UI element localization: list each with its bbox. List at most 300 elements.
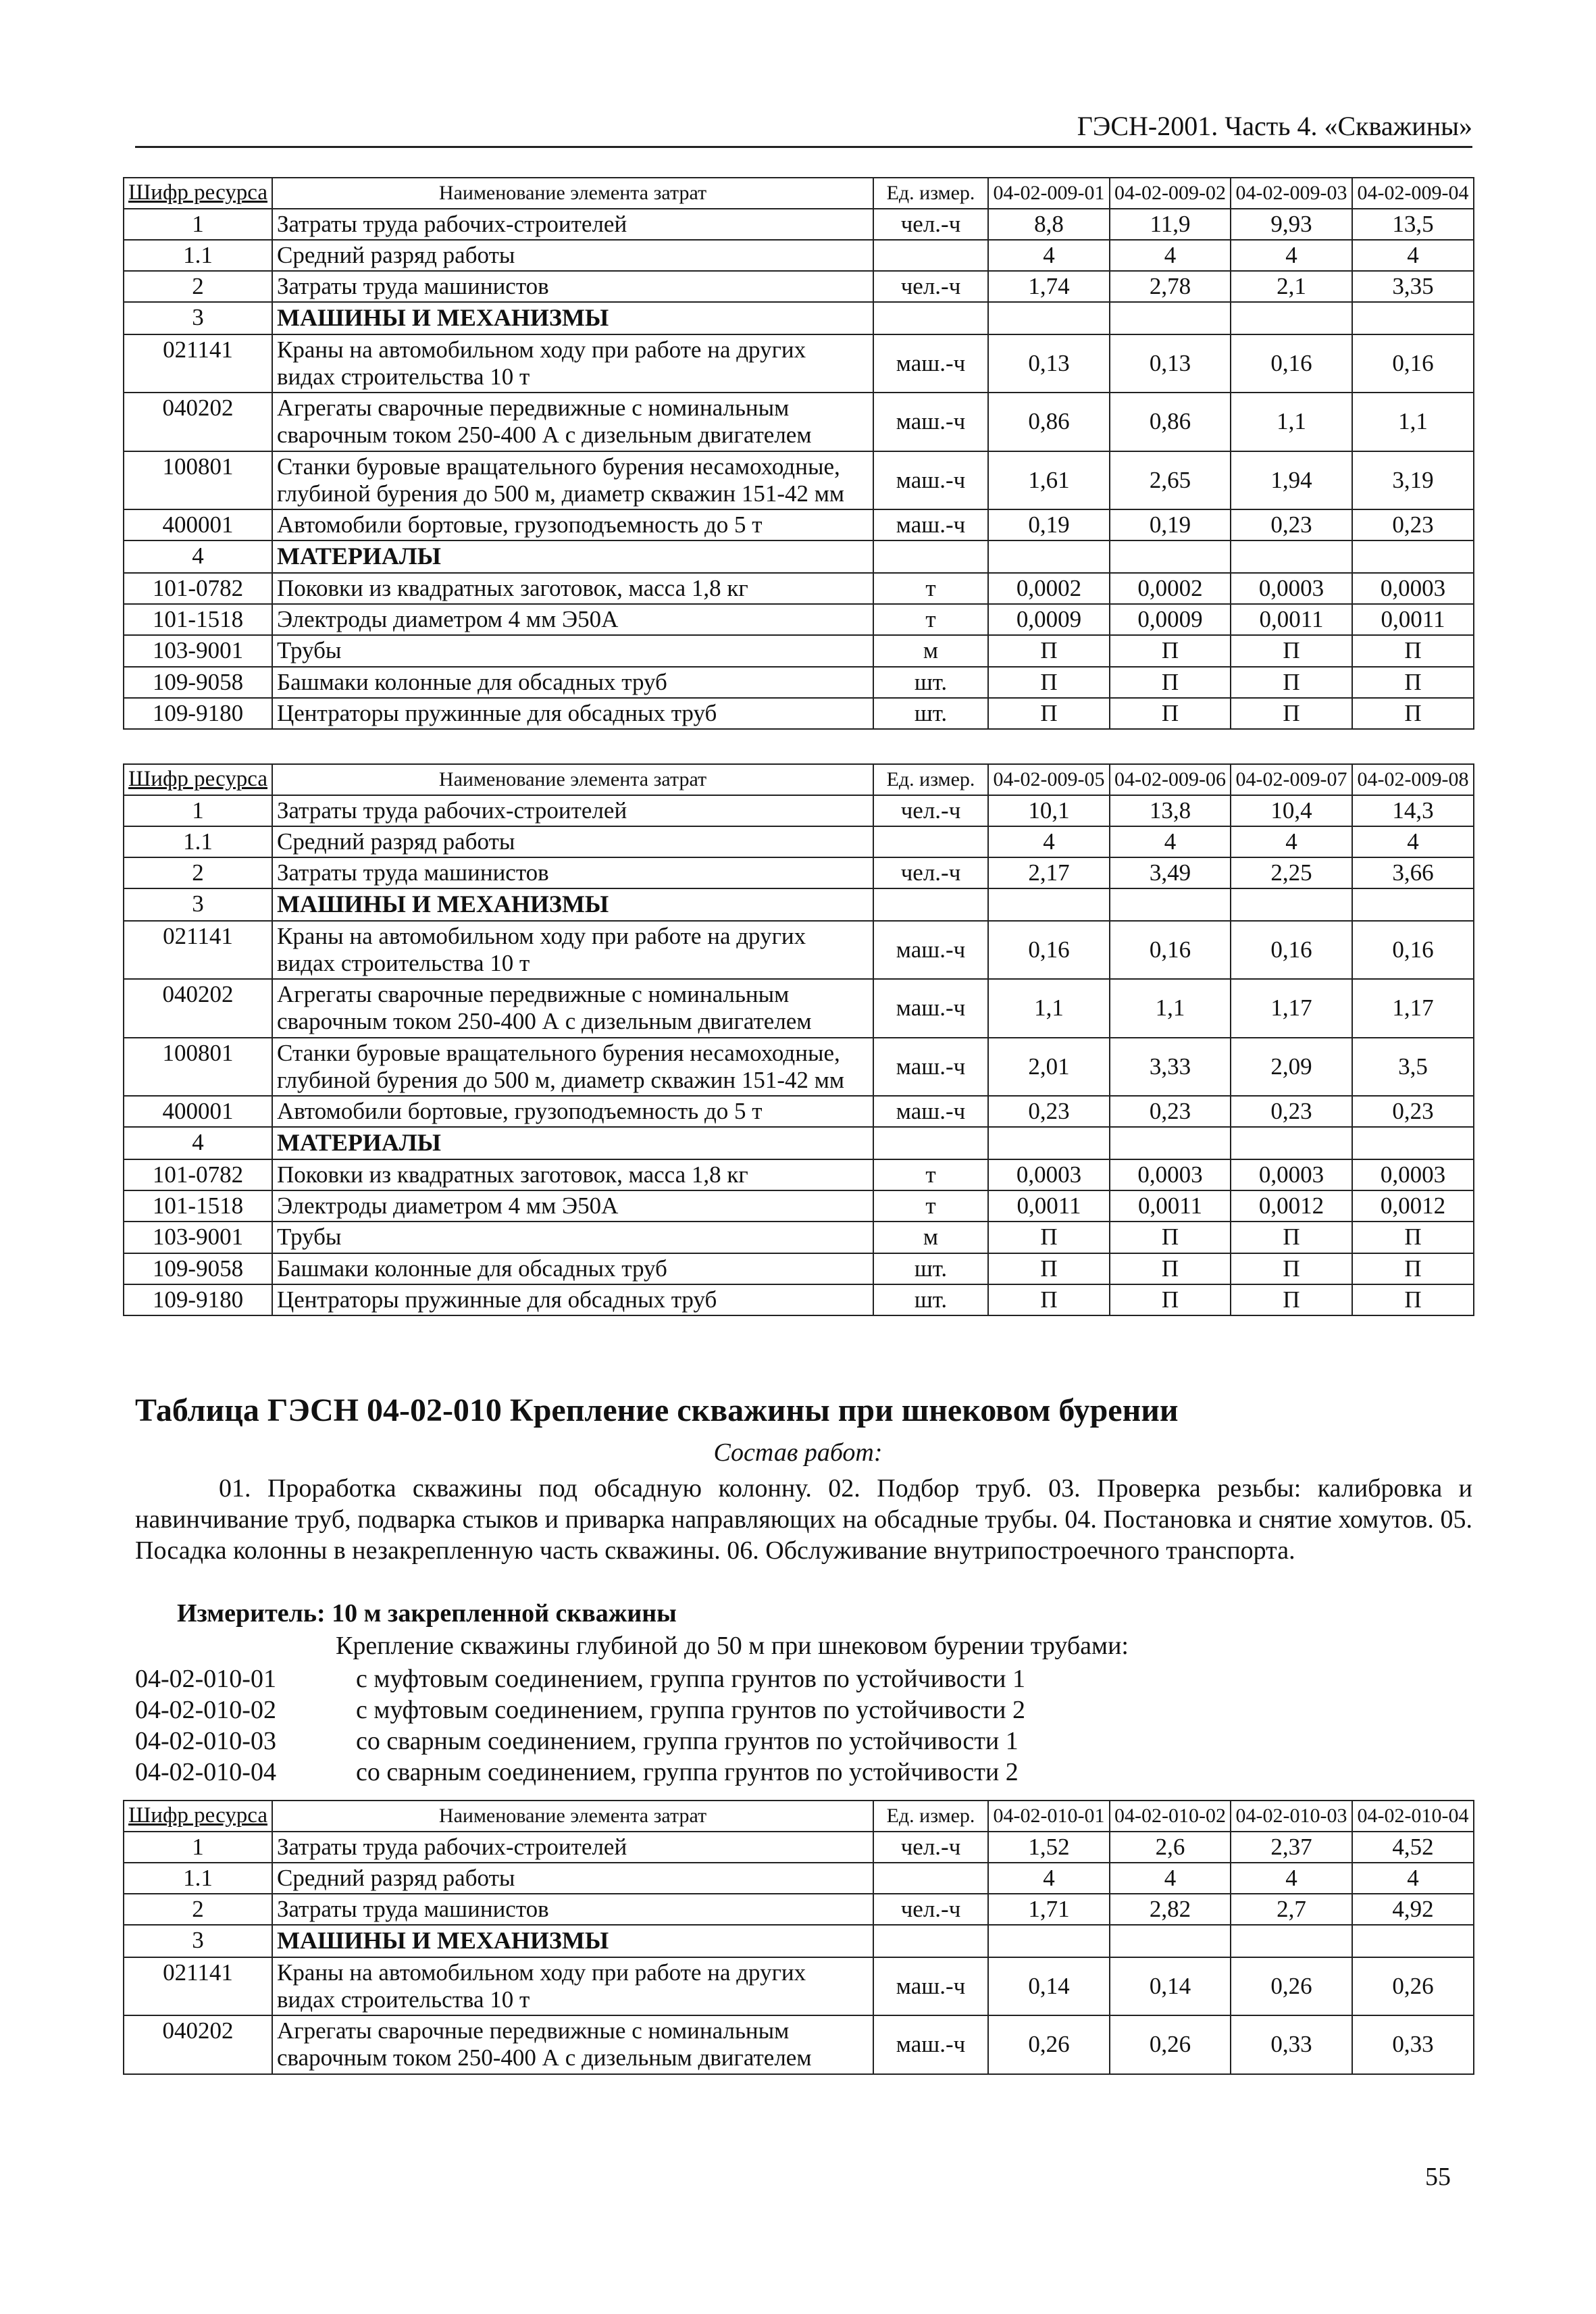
unit-cell: [873, 302, 988, 334]
value-cell: 2,09: [1231, 1038, 1352, 1097]
header-name-cell: Наименование элемента затрат: [272, 178, 873, 209]
value-cell: 0,16: [1110, 921, 1231, 980]
value-cell: 0,14: [1110, 1957, 1231, 2016]
value-cell: 0,0003: [1231, 1159, 1352, 1190]
table-row: [124, 888, 1474, 920]
value-cell: 4: [988, 826, 1110, 857]
value-cell: 4: [988, 240, 1110, 271]
resource-name: Агрегаты сварочные передвижные с номинальным сварочным током 250-400 А с дизельным двигателем: [272, 393, 873, 451]
value-cell: 4,92: [1352, 1894, 1474, 1925]
value-cell: [1110, 888, 1231, 920]
resource-code: 103-9001: [124, 1222, 272, 1253]
section-heading: МАШИНЫ И МЕХАНИЗМЫ: [272, 1925, 873, 1957]
header-column-code: 04-02-009-01: [988, 178, 1110, 209]
variant-code: 04-02-010-01: [135, 1665, 276, 1693]
value-cell: 3,35: [1352, 271, 1474, 302]
header-column-code: 04-02-009-07: [1231, 764, 1352, 795]
value-cell: П: [1231, 698, 1352, 729]
value-cell: [1352, 302, 1474, 334]
header-column-code: 04-02-010-01: [988, 1801, 1110, 1832]
table-row: [124, 857, 1474, 888]
unit-cell: [873, 1863, 988, 1894]
resource-code: 101-1518: [124, 604, 272, 635]
value-cell: 0,23: [1110, 1096, 1231, 1127]
header-code-text: Шифр ресурса: [128, 767, 267, 791]
value-cell: [988, 888, 1110, 920]
value-cell: [988, 540, 1110, 572]
resource-code: 021141: [124, 1957, 272, 2016]
unit-cell: м: [873, 635, 988, 666]
value-cell: П: [1352, 1222, 1474, 1253]
resource-code: 3: [124, 302, 272, 334]
resource-code: 101-0782: [124, 1159, 272, 1190]
header-unit-cell: Ед. измер.: [873, 764, 988, 795]
value-cell: П: [988, 1253, 1110, 1284]
value-cell: 1,61: [988, 451, 1110, 510]
value-cell: 0,0009: [1110, 604, 1231, 635]
value-cell: 3,5: [1352, 1038, 1474, 1097]
unit-cell: т: [873, 604, 988, 635]
section-heading: МАТЕРИАЛЫ: [272, 1127, 873, 1159]
variant-text: с муфтовым соединением, группа грунтов по устойчивости 1: [356, 1665, 1025, 1693]
variant-row: [135, 1757, 1025, 1788]
unit-cell: [873, 1925, 988, 1957]
value-cell: 1,1: [1110, 979, 1231, 1038]
unit-cell: [873, 1127, 988, 1159]
value-cell: [1352, 1925, 1474, 1957]
unit-cell: маш.-ч: [873, 2015, 988, 2074]
unit-cell: т: [873, 573, 988, 604]
value-cell: [1110, 1925, 1231, 1957]
variant-row: [135, 1694, 1025, 1726]
resource-code: 1: [124, 209, 272, 240]
unit-cell: чел.-ч: [873, 857, 988, 888]
value-cell: 2,25: [1231, 857, 1352, 888]
page-number: 55: [1425, 2163, 1451, 2191]
variant-text: с муфтовым соединением, группа грунтов по устойчивости 2: [356, 1696, 1025, 1724]
value-cell: [988, 302, 1110, 334]
value-cell: 2,82: [1110, 1894, 1231, 1925]
header-code-cell: [124, 178, 272, 209]
header-title: ГЭСН-2001. Часть 4. «Скважины»: [1077, 111, 1472, 141]
resource-name: Автомобили бортовые, грузоподъемность до 5 т: [272, 1096, 873, 1127]
unit-cell: м: [873, 1222, 988, 1253]
resource-name: Центраторы пружинные для обсадных труб: [272, 698, 873, 729]
resource-code: 1.1: [124, 240, 272, 271]
header-column-code: 04-02-010-03: [1231, 1801, 1352, 1832]
value-cell: 0,19: [1110, 509, 1231, 540]
table-row: [124, 1832, 1474, 1863]
value-cell: 2,6: [1110, 1832, 1231, 1863]
value-cell: 0,26: [1110, 2015, 1231, 2074]
section-heading: МАШИНЫ И МЕХАНИЗМЫ: [272, 302, 873, 334]
resource-code: 021141: [124, 921, 272, 980]
value-cell: 0,0003: [1110, 1159, 1231, 1190]
header-column-code: 04-02-009-02: [1110, 178, 1231, 209]
value-cell: 9,93: [1231, 209, 1352, 240]
value-cell: 4: [1231, 1863, 1352, 1894]
unit-cell: чел.-ч: [873, 795, 988, 826]
unit-cell: маш.-ч: [873, 393, 988, 451]
header-code-cell: [124, 1801, 272, 1832]
table-row: [124, 1863, 1474, 1894]
variant-row: [135, 1726, 1025, 1757]
resource-code: 109-9180: [124, 1284, 272, 1315]
value-cell: 0,23: [988, 1096, 1110, 1127]
value-cell: 0,26: [1352, 1957, 1474, 2016]
table-row: [124, 921, 1474, 980]
value-cell: 0,0011: [1110, 1190, 1231, 1222]
value-cell: [1231, 888, 1352, 920]
header-name-cell: Наименование элемента затрат: [272, 764, 873, 795]
value-cell: [1231, 1925, 1352, 1957]
header-code-text: Шифр ресурса: [128, 180, 267, 205]
variant-text: со сварным соединением, группа грунтов по устойчивости 2: [356, 1758, 1019, 1786]
value-cell: П: [1110, 667, 1231, 698]
value-cell: [988, 1127, 1110, 1159]
value-cell: П: [988, 1222, 1110, 1253]
resource-name: Затраты труда рабочих-строителей: [272, 1832, 873, 1863]
unit-cell: т: [873, 1190, 988, 1222]
value-cell: 4: [1110, 1863, 1231, 1894]
unit-cell: маш.-ч: [873, 1038, 988, 1097]
header-column-code: 04-02-009-04: [1352, 178, 1474, 209]
value-cell: 0,0011: [1352, 604, 1474, 635]
header-column-code: 04-02-009-03: [1231, 178, 1352, 209]
resource-code: 3: [124, 1925, 272, 1957]
value-cell: 4,52: [1352, 1832, 1474, 1863]
resource-name: Затраты труда машинистов: [272, 271, 873, 302]
value-cell: 0,23: [1352, 509, 1474, 540]
header-row: [124, 764, 1474, 795]
section-heading: МАТЕРИАЛЫ: [272, 540, 873, 572]
value-cell: П: [1110, 1253, 1231, 1284]
resource-name: Станки буровые вращательного бурения несамоходные, глубиной бурения до 500 м, диаметр скважин 151-42 мм: [272, 1038, 873, 1097]
value-cell: 4: [988, 1863, 1110, 1894]
value-cell: 0,0002: [1110, 573, 1231, 604]
value-cell: 0,26: [1231, 1957, 1352, 2016]
value-cell: П: [1352, 698, 1474, 729]
value-cell: 4: [1352, 1863, 1474, 1894]
resource-code: 100801: [124, 451, 272, 510]
value-cell: П: [1352, 667, 1474, 698]
value-cell: 0,14: [988, 1957, 1110, 2016]
table-body: [124, 209, 1474, 730]
resource-name: Средний разряд работы: [272, 1863, 873, 1894]
value-cell: П: [1110, 1284, 1231, 1315]
variants-intro: Крепление скважины глубиной до 50 м при шнековом бурении трубами:: [336, 1632, 1129, 1660]
value-cell: 3,66: [1352, 857, 1474, 888]
value-cell: П: [1110, 635, 1231, 666]
resource-name: Средний разряд работы: [272, 826, 873, 857]
unit-cell: шт.: [873, 667, 988, 698]
value-cell: [1110, 1127, 1231, 1159]
header-code-cell: [124, 764, 272, 795]
value-cell: 4: [1231, 240, 1352, 271]
value-cell: 10,1: [988, 795, 1110, 826]
value-cell: 0,13: [1110, 334, 1231, 393]
value-cell: 0,19: [988, 509, 1110, 540]
value-cell: 0,16: [1231, 921, 1352, 980]
value-cell: 4: [1110, 826, 1231, 857]
variant-text: со сварным соединением, группа грунтов по устойчивости 1: [356, 1727, 1019, 1755]
value-cell: 0,16: [1352, 921, 1474, 980]
header-column-code: 04-02-010-02: [1110, 1801, 1231, 1832]
table-row: [124, 1127, 1474, 1159]
resource-name: Затраты труда рабочих-строителей: [272, 209, 873, 240]
header-column-code: 04-02-009-08: [1352, 764, 1474, 795]
unit-cell: [873, 826, 988, 857]
value-cell: 11,9: [1110, 209, 1231, 240]
value-cell: 1,71: [988, 1894, 1110, 1925]
resource-code: 021141: [124, 334, 272, 393]
value-cell: 3,33: [1110, 1038, 1231, 1097]
resource-code: 3: [124, 888, 272, 920]
table-row: [124, 509, 1474, 540]
variant-code: 04-02-010-02: [135, 1696, 276, 1724]
resource-name: Электроды диаметром 4 мм Э50А: [272, 1190, 873, 1222]
resource-name: Станки буровые вращательного бурения несамоходные, глубиной бурения до 500 м, диаметр скважин 151-42 мм: [272, 451, 873, 510]
header-column-code: 04-02-009-05: [988, 764, 1110, 795]
resource-name: Краны на автомобильном ходу при работе на других видах строительства 10 т: [272, 1957, 873, 2016]
value-cell: 2,1: [1231, 271, 1352, 302]
value-cell: [1231, 540, 1352, 572]
resource-name: Краны на автомобильном ходу при работе на других видах строительства 10 т: [272, 334, 873, 393]
unit-cell: чел.-ч: [873, 1832, 988, 1863]
header-column-code: 04-02-010-04: [1352, 1801, 1474, 1832]
table-row: [124, 1894, 1474, 1925]
value-cell: 8,8: [988, 209, 1110, 240]
value-cell: 1,74: [988, 271, 1110, 302]
value-cell: 0,0012: [1231, 1190, 1352, 1222]
resource-code: 109-9058: [124, 1253, 272, 1284]
resource-name: Агрегаты сварочные передвижные с номинальным сварочным током 250-400 А с дизельным двигателем: [272, 2015, 873, 2074]
value-cell: 0,0009: [988, 604, 1110, 635]
value-cell: 0,0003: [1352, 1159, 1474, 1190]
resource-code: 040202: [124, 2015, 272, 2074]
value-cell: 0,13: [988, 334, 1110, 393]
value-cell: 0,33: [1352, 2015, 1474, 2074]
value-cell: 0,23: [1231, 509, 1352, 540]
value-cell: [988, 1925, 1110, 1957]
resource-name: Краны на автомобильном ходу при работе на других видах строительства 10 т: [272, 921, 873, 980]
unit-cell: маш.-ч: [873, 979, 988, 1038]
unit-cell: шт.: [873, 698, 988, 729]
unit-cell: маш.-ч: [873, 451, 988, 510]
variant-code: 04-02-010-04: [135, 1758, 276, 1786]
value-cell: 2,65: [1110, 451, 1231, 510]
resource-name: Электроды диаметром 4 мм Э50А: [272, 604, 873, 635]
table-row: [124, 540, 1474, 572]
value-cell: [1352, 540, 1474, 572]
value-cell: П: [1352, 1284, 1474, 1315]
section-title: Таблица ГЭСН 04-02-010 Крепление скважины при шнековом бурении: [135, 1392, 1179, 1428]
unit-cell: маш.-ч: [873, 1957, 988, 2016]
resource-name: Затраты труда машинистов: [272, 1894, 873, 1925]
resource-code: 109-9180: [124, 698, 272, 729]
value-cell: 13,5: [1352, 209, 1474, 240]
table-row: [124, 1159, 1474, 1190]
value-cell: [1110, 540, 1231, 572]
resource-name: Центраторы пружинные для обсадных труб: [272, 1284, 873, 1315]
resource-code: 1.1: [124, 826, 272, 857]
value-cell: 0,33: [1231, 2015, 1352, 2074]
resource-name: Средний разряд работы: [272, 240, 873, 271]
value-cell: 2,01: [988, 1038, 1110, 1097]
value-cell: 4: [1231, 826, 1352, 857]
table-row: [124, 1038, 1474, 1097]
unit-cell: маш.-ч: [873, 334, 988, 393]
meter-label: Измеритель: 10 м закрепленной скважины: [177, 1599, 677, 1628]
table-row: [124, 302, 1474, 334]
value-cell: П: [1231, 1222, 1352, 1253]
value-cell: 2,78: [1110, 271, 1231, 302]
resource-table-009-part1: [123, 177, 1474, 730]
resource-code: 400001: [124, 509, 272, 540]
value-cell: 0,23: [1231, 1096, 1352, 1127]
unit-cell: маш.-ч: [873, 509, 988, 540]
table-row: [124, 240, 1474, 271]
value-cell: П: [1110, 698, 1231, 729]
value-cell: 10,4: [1231, 795, 1352, 826]
unit-cell: [873, 888, 988, 920]
table-row: [124, 1925, 1474, 1957]
value-cell: П: [1231, 667, 1352, 698]
value-cell: 1,17: [1231, 979, 1352, 1038]
table-row: [124, 635, 1474, 666]
table-row: [124, 1284, 1474, 1315]
value-cell: П: [1352, 635, 1474, 666]
table-row: [124, 795, 1474, 826]
works-description: 01. Проработка скважины под обсадную колонну. 02. Подбор труб. 03. Проверка резьбы: калибровка и навинчивание труб, подварка стыков и приварка направляющих на обсадные трубы. 04. Постановка и снятие хомутов. 05. Посадка колонны в незакрепленную часть скважины. 06. Обслуживание внутрипостроечного транспорта.: [135, 1474, 1472, 1565]
resource-code: 1: [124, 795, 272, 826]
resource-name: Трубы: [272, 1222, 873, 1253]
value-cell: П: [988, 1284, 1110, 1315]
value-cell: [1352, 888, 1474, 920]
value-cell: 1,94: [1231, 451, 1352, 510]
unit-cell: чел.-ч: [873, 209, 988, 240]
value-cell: 0,86: [1110, 393, 1231, 451]
header-row: [124, 1801, 1474, 1832]
table-row: [124, 698, 1474, 729]
table-header: [124, 1801, 1474, 1832]
value-cell: П: [988, 667, 1110, 698]
value-cell: 0,16: [1231, 334, 1352, 393]
value-cell: [1231, 1127, 1352, 1159]
resource-name: Поковки из квадратных заготовок, масса 1,8 кг: [272, 573, 873, 604]
table-row: [124, 573, 1474, 604]
value-cell: 2,37: [1231, 1832, 1352, 1863]
resource-name: Затраты труда машинистов: [272, 857, 873, 888]
table-row: [124, 667, 1474, 698]
resource-code: 101-1518: [124, 1190, 272, 1222]
table-row: [124, 826, 1474, 857]
table-row: [124, 1253, 1474, 1284]
value-cell: 4: [1110, 240, 1231, 271]
table-row: [124, 209, 1474, 240]
value-cell: П: [1231, 1284, 1352, 1315]
section-heading: МАШИНЫ И МЕХАНИЗМЫ: [272, 888, 873, 920]
value-cell: П: [988, 698, 1110, 729]
unit-cell: [873, 240, 988, 271]
resource-code: 109-9058: [124, 667, 272, 698]
resource-code: 1: [124, 1832, 272, 1863]
header-name-cell: Наименование элемента затрат: [272, 1801, 873, 1832]
unit-cell: т: [873, 1159, 988, 1190]
unit-cell: чел.-ч: [873, 271, 988, 302]
value-cell: 4: [1352, 826, 1474, 857]
value-cell: 3,49: [1110, 857, 1231, 888]
unit-cell: [873, 540, 988, 572]
table-row: [124, 334, 1474, 393]
table-row: [124, 393, 1474, 451]
value-cell: 1,17: [1352, 979, 1474, 1038]
unit-cell: маш.-ч: [873, 1096, 988, 1127]
table-row: [124, 604, 1474, 635]
unit-cell: чел.-ч: [873, 1894, 988, 1925]
value-cell: 2,17: [988, 857, 1110, 888]
resource-code: 4: [124, 1127, 272, 1159]
value-cell: 0,0011: [988, 1190, 1110, 1222]
value-cell: 0,0011: [1231, 604, 1352, 635]
page-header: [135, 109, 1472, 148]
resource-name: Трубы: [272, 635, 873, 666]
value-cell: 0,0002: [988, 573, 1110, 604]
table-header: [124, 178, 1474, 209]
value-cell: 0,23: [1352, 1096, 1474, 1127]
header-column-code: 04-02-009-06: [1110, 764, 1231, 795]
composition-label: Состав работ:: [713, 1438, 883, 1467]
value-cell: 0,26: [988, 2015, 1110, 2074]
table-row: [124, 271, 1474, 302]
resource-code: 2: [124, 1894, 272, 1925]
table-body: [124, 1832, 1474, 2074]
resource-code: 040202: [124, 979, 272, 1038]
value-cell: 0,0012: [1352, 1190, 1474, 1222]
table-body: [124, 795, 1474, 1316]
value-cell: [1110, 302, 1231, 334]
value-cell: П: [1110, 1222, 1231, 1253]
resource-name: Поковки из квадратных заготовок, масса 1,8 кг: [272, 1159, 873, 1190]
value-cell: 2,7: [1231, 1894, 1352, 1925]
value-cell: 1,52: [988, 1832, 1110, 1863]
unit-cell: маш.-ч: [873, 921, 988, 980]
value-cell: 1,1: [1231, 393, 1352, 451]
value-cell: [1231, 302, 1352, 334]
value-cell: П: [1231, 635, 1352, 666]
table-header: [124, 764, 1474, 795]
unit-cell: шт.: [873, 1253, 988, 1284]
value-cell: 3,19: [1352, 451, 1474, 510]
resource-code: 101-0782: [124, 573, 272, 604]
resource-code: 040202: [124, 393, 272, 451]
value-cell: П: [988, 635, 1110, 666]
resource-code: 2: [124, 271, 272, 302]
value-cell: 0,16: [1352, 334, 1474, 393]
resource-table-010: [123, 1800, 1474, 2075]
value-cell: 0,0003: [1231, 573, 1352, 604]
resource-table-009-part2: [123, 763, 1474, 1316]
value-cell: 1,1: [1352, 393, 1474, 451]
resource-code: 100801: [124, 1038, 272, 1097]
table-row: [124, 1190, 1474, 1222]
table-row: [124, 451, 1474, 510]
resource-name: Автомобили бортовые, грузоподъемность до 5 т: [272, 509, 873, 540]
table-row: [124, 979, 1474, 1038]
value-cell: 0,0003: [988, 1159, 1110, 1190]
value-cell: П: [1231, 1253, 1352, 1284]
resource-name: Агрегаты сварочные передвижные с номинальным сварочным током 250-400 А с дизельным двигателем: [272, 979, 873, 1038]
